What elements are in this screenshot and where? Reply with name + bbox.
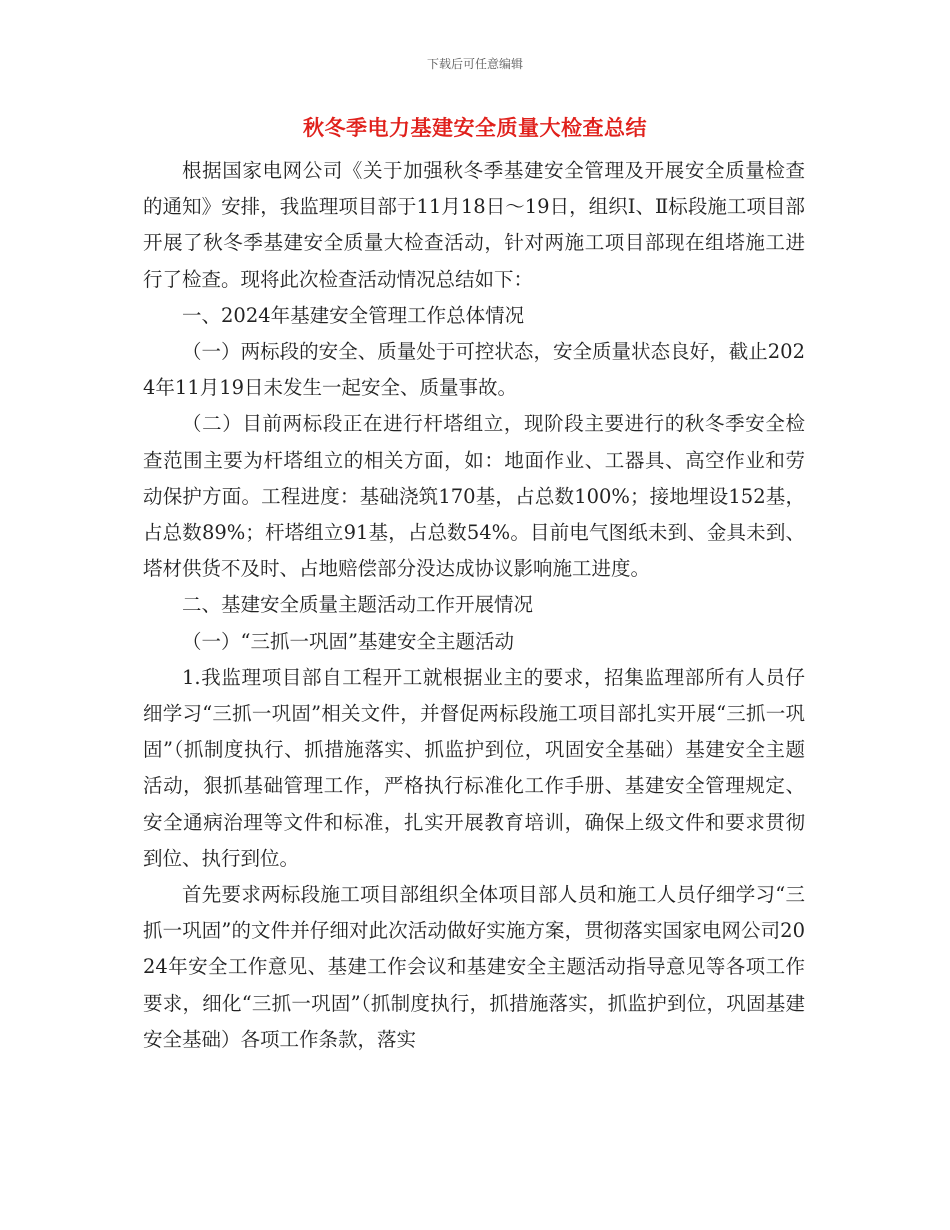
document-title: 秋冬季电力基建安全质量大检查总结: [303, 115, 647, 140]
paragraph-2-1-item-1: 1.我监理项目部自工程开工就根据业主的要求，招集监理部所有人员仔细学习“三抓一巩固”相关文件，并督促两标段施工项目部扎实开展“三抓一巩固”（抓制度执行、抓措施落实、抓监护到位，巩固安全基础）基建安全主题活动，狠抓基础管理工作，严格执行标准化工作手册、基建安全管理规定、安全通病治理等文件和标准，扎实开展教育培训，确保上级文件和要求贯彻到位、执行到位。: [143, 665, 805, 870]
page-header-note: 下载后可任意编辑: [426, 57, 523, 71]
document-body: [143, 153, 805, 1058]
heading-section-1: 一、2024年基建安全管理工作总体情况: [182, 303, 525, 327]
paragraph-2-1-continued: 首先要求两标段施工项目部组织全体项目部人员和施工人员仔细学习“三抓一巩固”的文件并仔细对此次活动做好实施方案，贯彻落实国家电网公司2024年安全工作意见、基建工作会议和基建安全主题活动指导意见等各项工作要求，细化“三抓一巩固”（抓制度执行，抓措施落实，抓监护到位，巩固基建安全基础）各项工作条款，落实: [143, 883, 805, 1051]
paragraph-intro: 根据国家电网公司《关于加强秋冬季基建安全管理及开展安全质量检查的通知》安排，我监理项目部于11月18日～19日，组织Ⅰ、Ⅱ标段施工项目部开展了秋冬季基建安全质量大检查活动，针对两施工项目部现在组塔施工进行了检查。现将此次检查活动情况总结如下：: [143, 159, 805, 291]
paragraph-1-2: （二）目前两标段正在进行杆塔组立，现阶段主要进行的秋冬季安全检查范围主要为杆塔组立的相关方面，如：地面作业、工器具、高空作业和劳动保护方面。工程进度：基础浇筑170基，占总数100%；接地埋设152基，占总数89%；杆塔组立91基，占总数54%。目前电气图纸未到、金具未到、塔材供货不及时、占地赔偿部分没达成协议影响施工进度。: [143, 412, 805, 581]
paragraph-1-1: （一）两标段的安全、质量处于可控状态，安全质量状态良好，截止2024年11月19日未发生一起安全、质量事故。: [143, 340, 805, 400]
heading-section-2: 二、基建安全质量主题活动工作开展情况: [182, 593, 534, 617]
heading-subsection-2-1: （一）“三抓一巩固”基建安全主题活动: [182, 629, 514, 653]
